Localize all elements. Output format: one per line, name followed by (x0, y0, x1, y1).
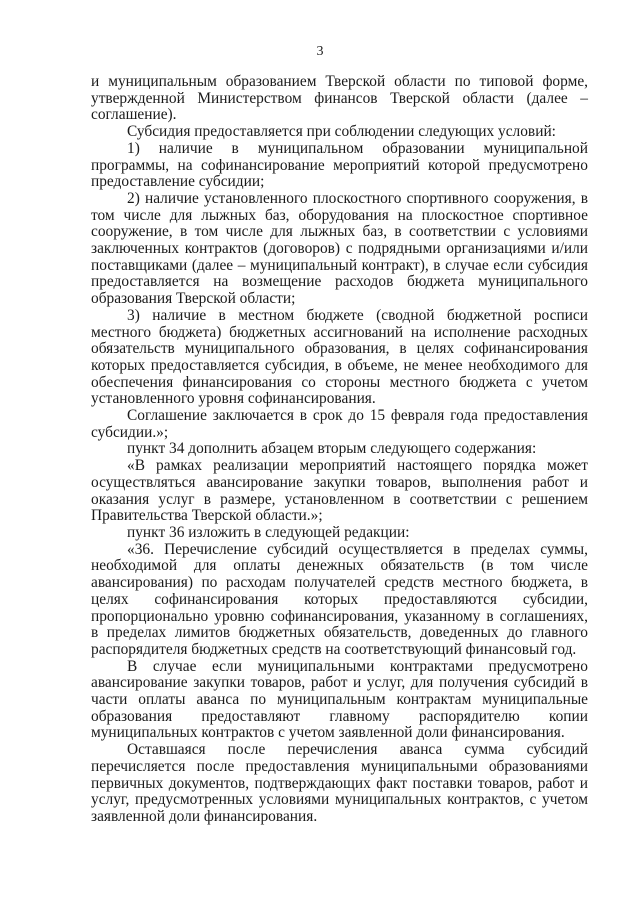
paragraph-remaining-amount: Оставшаяся после перечисления аванса сумма субсидий перечисляется после предоставления муниципальными образованиями первичных документов, подтверждающих факт поставки товаров, работ и услуг, предусмотренных условиями муниципальных контрактов, с учетом заявленной доли финансирования. (91, 741, 588, 825)
paragraph-clause-36-intro: пункт 36 изложить в следующей редакции: (127, 523, 410, 541)
document-body (91, 74, 588, 826)
paragraph-continuation: и муниципальным образованием Тверской области по типовой форме, утвержденной Министерством финансов Тверской области (далее – соглашение). (91, 73, 588, 124)
paragraph-clause-34-text: «В рамках реализации мероприятий настоящего порядка может осуществляться авансирование закупки товаров, выполнения работ и оказания услуг в размере, установленном в соответствии с решением Правительства Тверской области.»; (91, 457, 588, 525)
paragraph-advance-payment: В случае если муниципальными контрактами предусмотрено авансирование закупки товаров, работ и услуг, для получения субсидий в части оплаты аванса по муниципальным контрактам муниципальные образования предоставляют главному распорядителю копии муниципальных контрактов с учетом заявленной доли финансирования. (91, 657, 588, 742)
page-number: 3 (316, 44, 324, 59)
paragraph-condition-3: 3) наличие в местном бюджете (сводной бюджетной росписи местного бюджета) бюджетных ассигнований на исполнение расходных обязательств муниципального образования, в целях софинансирования которых предоставляется субсидия, в объеме, не менее необходимого для обеспечения финансирования со стороны местного бюджета с учетом установленного уровня софинансирования. (91, 306, 588, 408)
paragraph-conditions-intro: Субсидия предоставляется при соблюдении следующих условий: (127, 123, 556, 141)
paragraph-clause-36-text: «36. Перечисление субсидий осуществляется в пределах суммы, необходимой для оплаты денежных обязательств (в том числе авансирования) по расходам получателей средств местного бюджета, в целях софинансирования которых предоставляются субсидии, пропорционально уровню софинансирования, указанному в соглашениях, в пределах лимитов бюджетных обязательств, доведенных до главного распорядителя бюджетных средств на соответствующий финансовый год. (91, 540, 588, 658)
paragraph-condition-1: 1) наличие в муниципальном образовании муниципальной программы, на софинансирование мероприятий которой предусмотрено предоставление субсидии; (91, 139, 588, 191)
paragraph-condition-2: 2) наличие установленного плоскостного спортивного сооружения, в том числе для лыжных баз, оборудования на плоскостное спортивное сооружение, в том числе для лыжных баз, в соответствии с условиями заключенных контрактов (договоров) с подрядными организациями и/или поставщиками (далее – муниципальный контракт), в случае если субсидия предоставляется на возмещение расходов бюджета муниципального образования Тверской области; (91, 189, 588, 308)
paragraph-clause-34-intro: пункт 34 дополнить абзацем вторым следующего содержания: (127, 440, 537, 458)
paragraph-agreement-deadline: Соглашение заключается в срок до 15 февраля года предоставления субсидии.»; (91, 407, 588, 441)
